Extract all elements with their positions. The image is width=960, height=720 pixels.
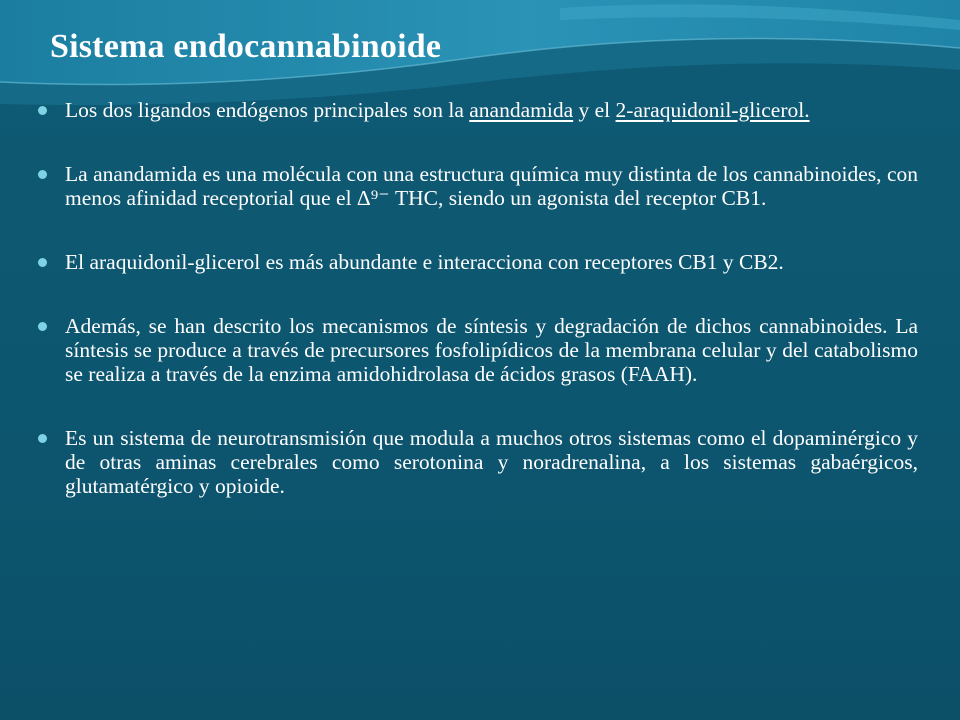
bullet-list [38, 98, 918, 498]
ligands-text-mid: y el [573, 98, 616, 122]
bullet-dot-icon [38, 170, 47, 179]
bullet-text: Además, se han descrito los mecanismos de síntesis y degradación de dichos cannabinoides. La síntesis se produce a través de precursores fosfolipídicos de la membrana celular y del catabolismo se realiza a través de la enzima amidohidrolasa de ácidos grasos (FAAH). [65, 314, 918, 386]
bullet-text: El araquidonil-glicerol es más abundante e interacciona con receptores CB1 y CB2. [65, 250, 784, 274]
bullet-text: La anandamida es una molécula con una estructura química muy distinta de los cannabinoides, con menos afinidad receptorial que el Δ⁹⁻ THC, siendo un agonista del receptor CB1. [65, 162, 918, 210]
araquidonil-glicerol-underlined: 2-araquidonil-glicerol. [615, 98, 810, 122]
bullet-araquidonil [38, 250, 918, 274]
bullet-text: Es un sistema de neurotransmisión que modula a muchos otros sistemas como el dopaminérgico y de otras aminas cerebrales como serotonina y noradrenalina, a los sistemas gabaérgicos, glutamatérgico y opioide. [65, 426, 918, 498]
bullet-sintesis [38, 314, 918, 386]
bullet-anandamida [38, 162, 918, 210]
bullet-ligands [38, 98, 918, 122]
ligands-text-start: Los dos ligandos endógenos principales son la [65, 98, 470, 122]
bullet-neurotransmision [38, 426, 918, 498]
bullet-dot-icon [38, 106, 47, 115]
bullet-dot-icon [38, 434, 47, 443]
anandamida-underlined: anandamida [469, 98, 574, 122]
slide-title: Sistema endocannabinoide [50, 28, 442, 65]
bullet-dot-icon [38, 322, 47, 331]
bullet-dot-icon [38, 258, 47, 267]
